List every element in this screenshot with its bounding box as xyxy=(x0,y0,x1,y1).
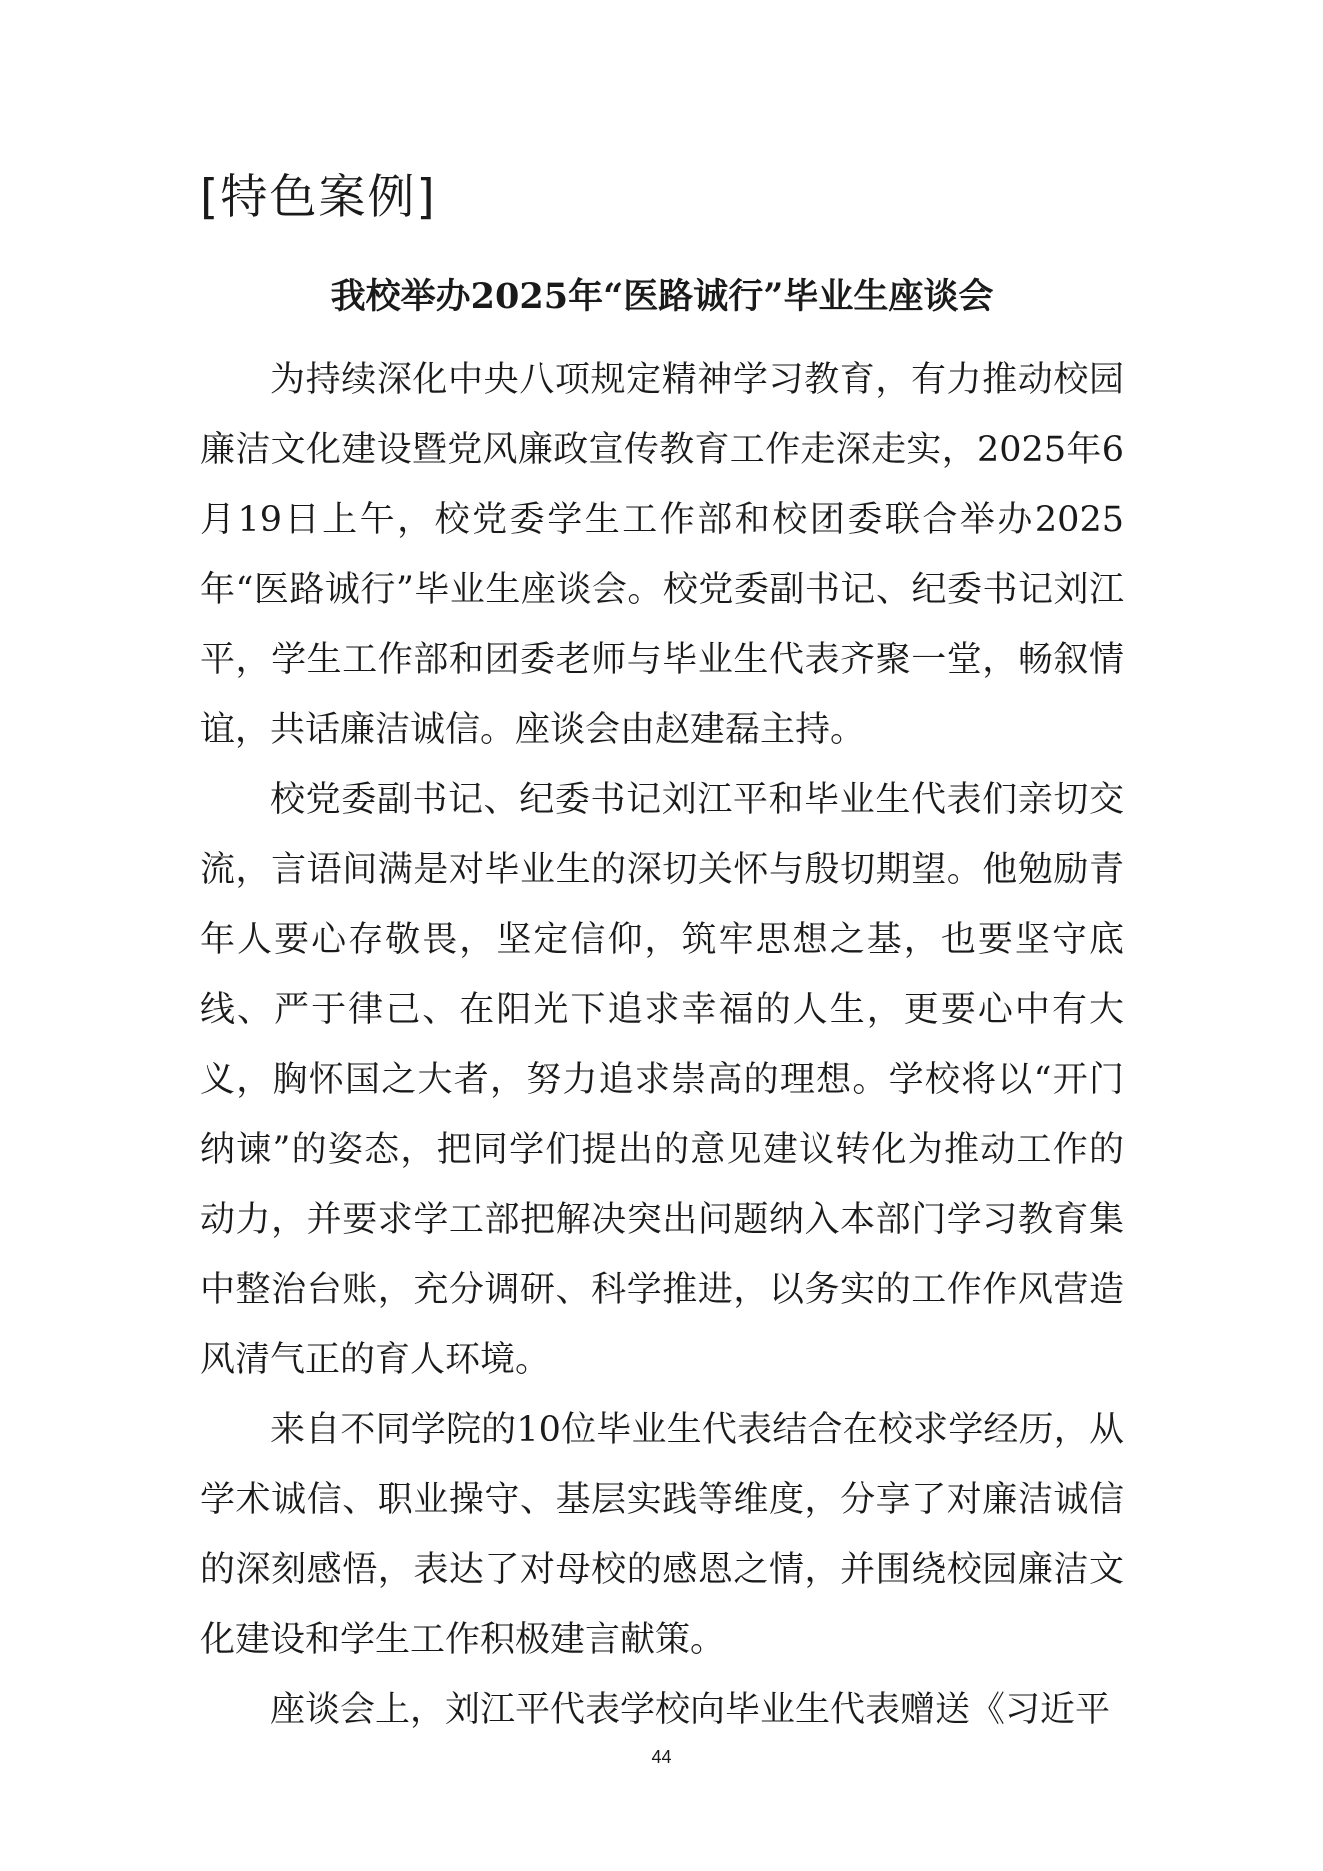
page-number: 44 xyxy=(651,1747,672,1767)
paragraph: 座谈会上，刘江平代表学校向毕业生代表赠送《习近平 xyxy=(270,1690,1111,1730)
article-title: 我校举办2025年“医路诚行”毕业生座谈会 xyxy=(330,276,994,317)
paragraph: 为持续深化中央八项规定精神学习教育，有力推动校园廉洁文化建设暨党风廉政宣传教育工作走深走实，2025年6月19日上午，校党委学生工作部和校团委联合举办2025年“医路诚行”毕业生座谈会。校党委副书记、纪委书记刘江平，学生工作部和团委老师与毕业生代表齐聚一堂，畅叙情谊，共话廉洁诚信。座谈会由赵建磊主持。 xyxy=(200,360,1124,750)
article-body xyxy=(200,345,1124,1745)
section-tag: [特色案例] xyxy=(200,170,437,225)
paragraph: 校党委副书记、纪委书记刘江平和毕业生代表们亲切交流，言语间满是对毕业生的深切关怀与殷切期望。他勉励青年人要心存敬畏，坚定信仰，筑牢思想之基，也要坚守底线、严于律己、在阳光下追求幸福的人生，更要心中有大义，胸怀国之大者，努力追求崇高的理想。学校将以“开门纳谏”的姿态，把同学们提出的意见建议转化为推动工作的动力，并要求学工部把解决突出问题纳入本部门学习教育集中整治台账，充分调研、科学推进，以务实的工作作风营造风清气正的育人环境。 xyxy=(200,780,1124,1380)
paragraph: 来自不同学院的10位毕业生代表结合在校求学经历，从学术诚信、职业操守、基层实践等维度，分享了对廉洁诚信的深刻感悟，表达了对母校的感恩之情，并围绕校园廉洁文化建设和学生工作积极建言献策。 xyxy=(200,1410,1124,1660)
